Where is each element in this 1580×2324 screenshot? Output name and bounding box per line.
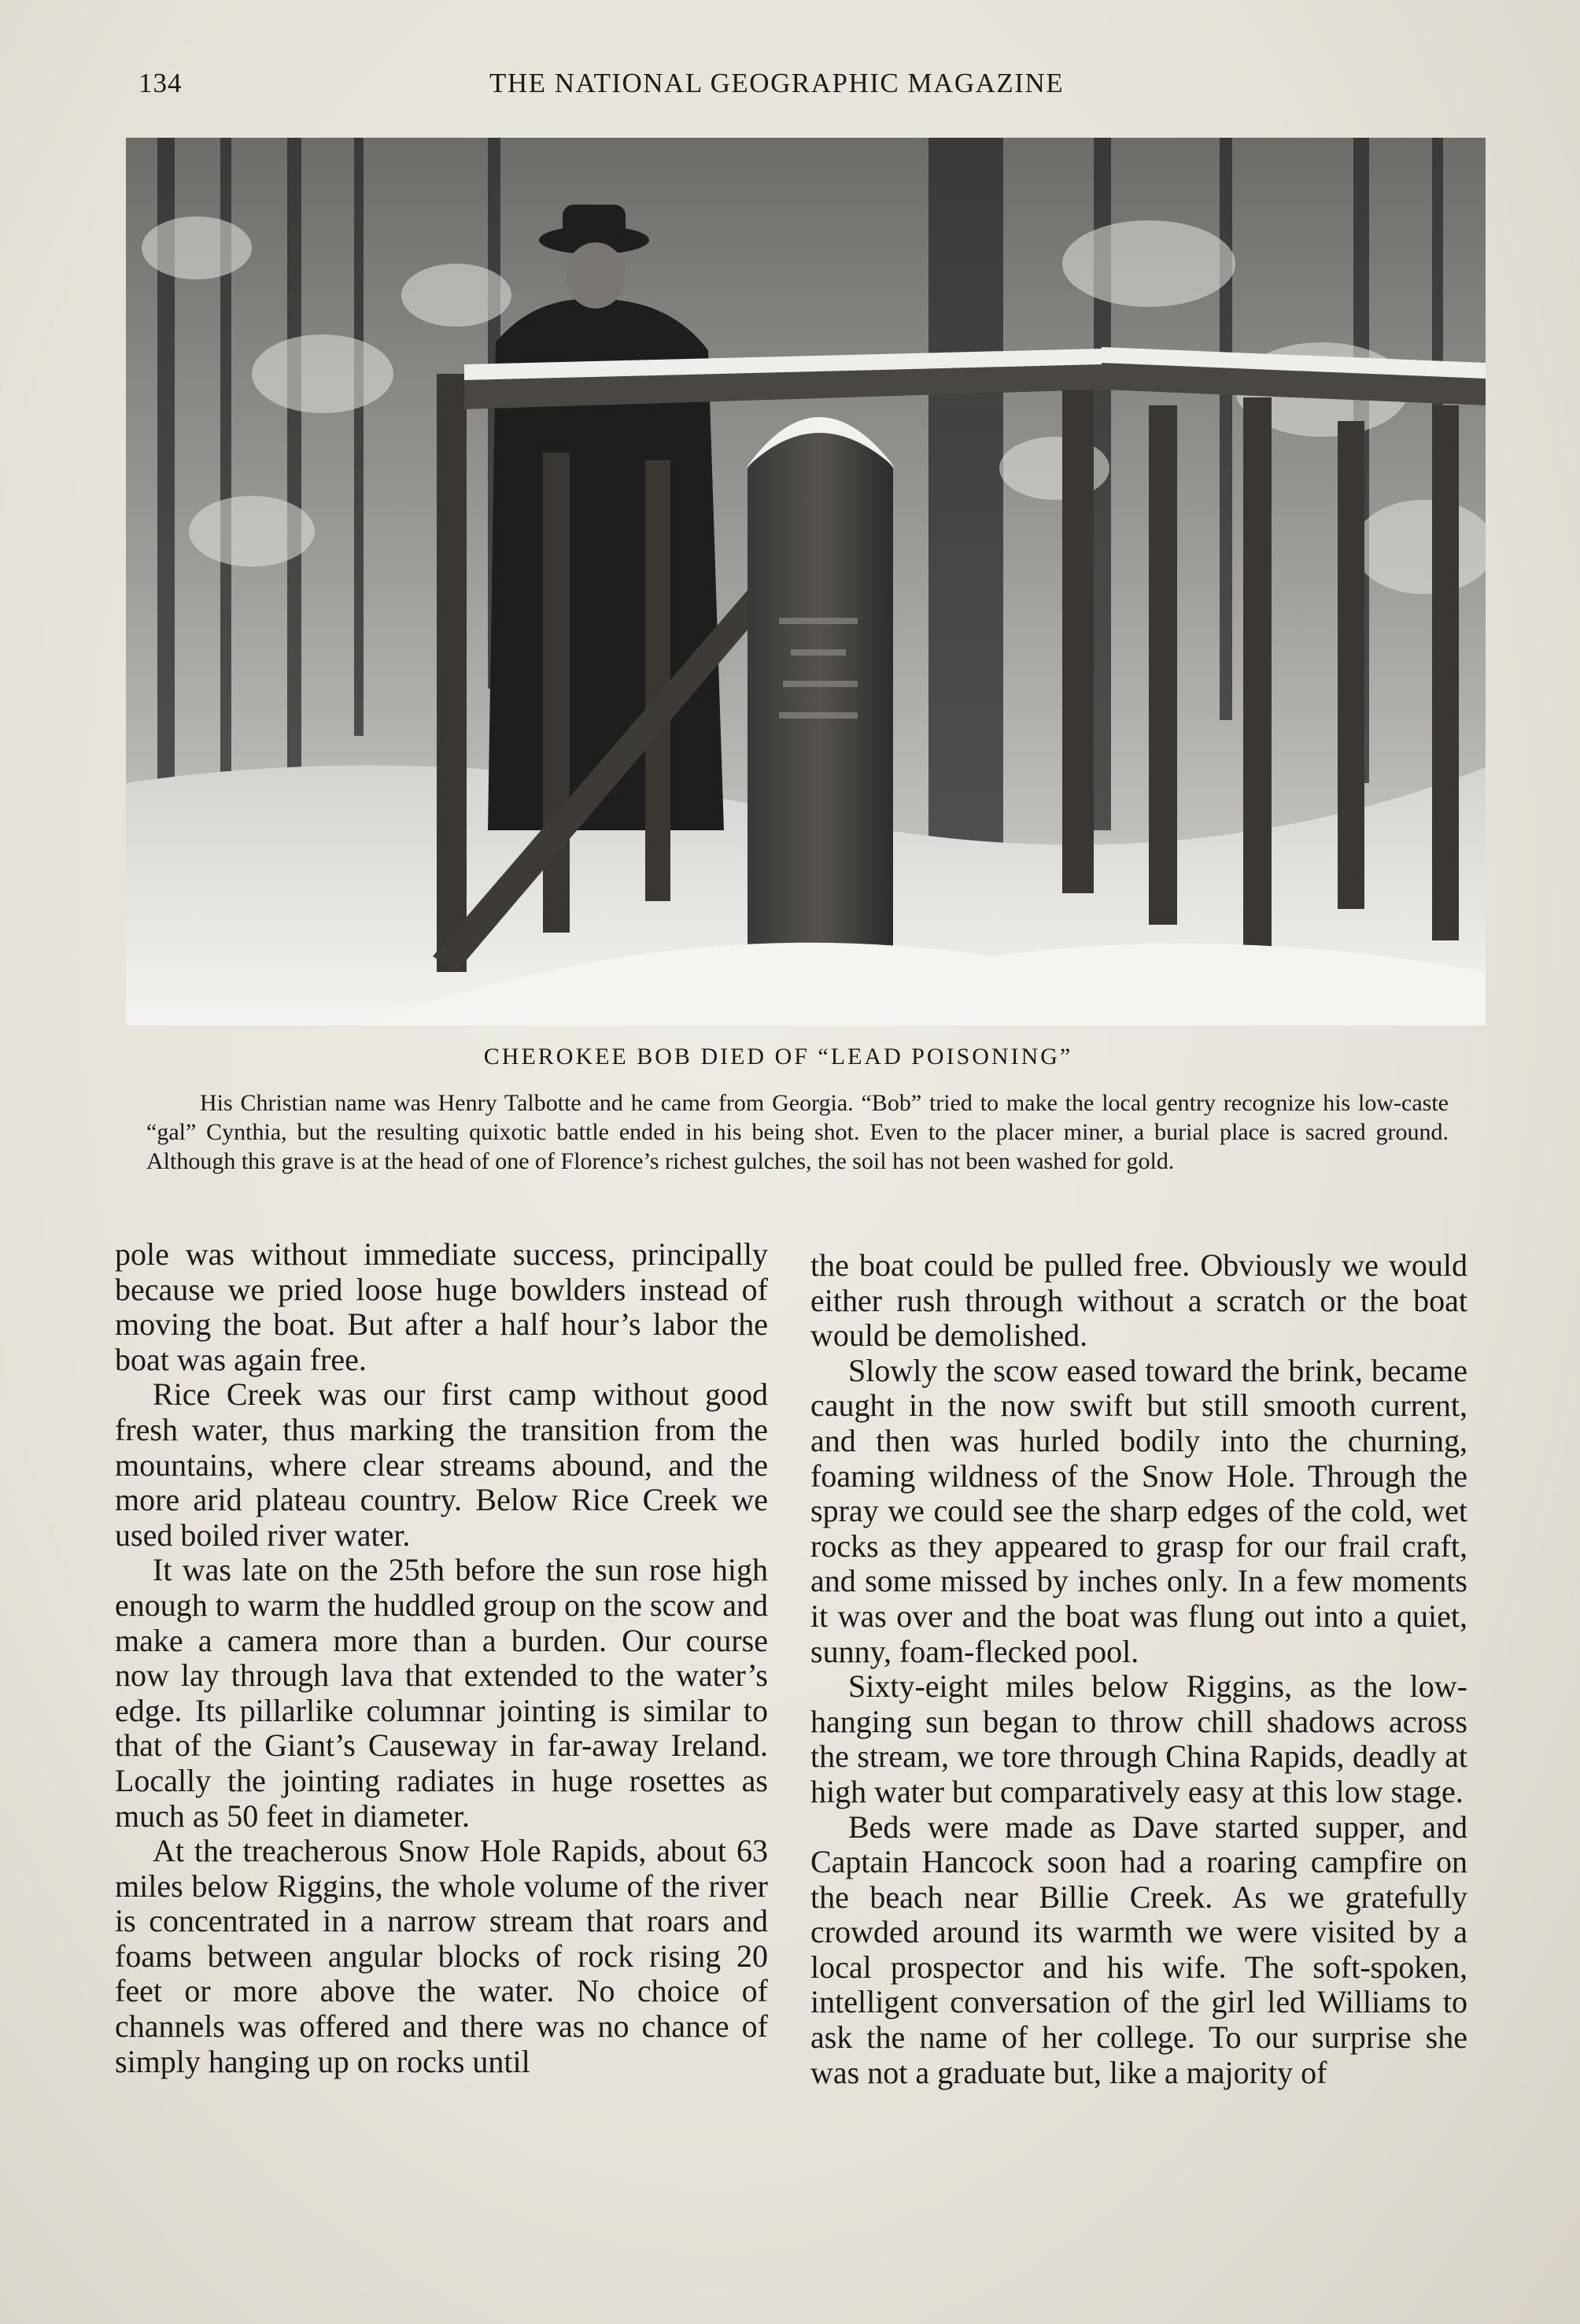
running-title: THE NATIONAL GEOGRAPHIC MAGAZINE bbox=[489, 68, 1065, 98]
paragraph: Sixty-eight miles below Riggins, as the low-hanging sun began to throw chill shadows across the stream, we tore through China Rapids, deadly at high water but comparatively easy at this low stage. bbox=[810, 1668, 1467, 1809]
page-number: 134 bbox=[138, 68, 183, 98]
paragraph: At the treacherous Snow Hole Rapids, about 63 miles below Riggins, the whole volume of the river is concentrated in a narrow stream that roars and foams between angular blocks of rock rising 20 feet or more above the water. No choice of channels was offered and there was no chance of simply hanging up on rocks until bbox=[115, 1833, 768, 2079]
paragraph: pole was without immediate success, principally because we pried loose huge bowlders instead of moving the boat. But after a half hour’s labor the boat was again free. bbox=[115, 1236, 768, 1377]
left-column bbox=[115, 1237, 768, 2079]
grave-photograph bbox=[126, 138, 1486, 1025]
caption-title: CHEROKEE BOB DIED OF “LEAD POISONING” bbox=[483, 1044, 1073, 1070]
paragraph: Rice Creek was our first camp without good fresh water, thus marking the transition from the mountains, where clear streams abound, and the more arid plateau country. Below Rice Creek we used boiled river water. bbox=[115, 1376, 768, 1553]
paragraph: the boat could be pulled free. Obviously we would either rush through without a scratch or the boat would be demolished. bbox=[810, 1247, 1467, 1354]
photo-illustration bbox=[126, 138, 1486, 1025]
paragraph: Beds were made as Dave started supper, and Captain Hancock soon had a roaring campfire on the beach near Billie Creek. As we gratefully crowded around its warmth we were visited by a local prospector and his wife. The soft-spoken, intelligent conversation of the girl led Williams to ask the name of her college. To our surprise she was not a graduate but, like a majority of bbox=[810, 1809, 1467, 2090]
paragraph: Slowly the scow eased toward the brink, became caught in the now swift but still smooth current, and then was hurled bodily into the churning, foaming wildness of the Snow Hole. Through the spray we could see the sharp edges of the cold, wet rocks as they appeared to grasp for our frail craft, and some missed by inches only. In a few moments it was over and the boat was flung out into a quiet, sunny, foam-flecked pool. bbox=[810, 1352, 1467, 1669]
right-column bbox=[810, 1248, 1467, 2090]
caption-text: His Christian name was Henry Talbotte and he came from Georgia. “Bob” tried to make the local gentry recognize his low-caste “gal” Cynthia, but the resulting quixotic battle ended in his being shot. Even to the placer miner, a burial place is sacred ground. Although this grave is at the head of one of Florence’s richest gulches, the soil has not been washed for gold. bbox=[146, 1090, 1449, 1174]
paragraph: It was late on the 25th before the sun rose high enough to warm the huddled group on the scow and make a camera more than a burden. Our course now lay through lava that extended to the water’s edge. Its pillarlike columnar jointing is similar to that of the Giant’s Causeway in far-away Ireland. Locally the jointing radiates in huge rosettes as much as 50 feet in diameter. bbox=[115, 1552, 768, 1834]
page-header bbox=[138, 68, 1468, 115]
